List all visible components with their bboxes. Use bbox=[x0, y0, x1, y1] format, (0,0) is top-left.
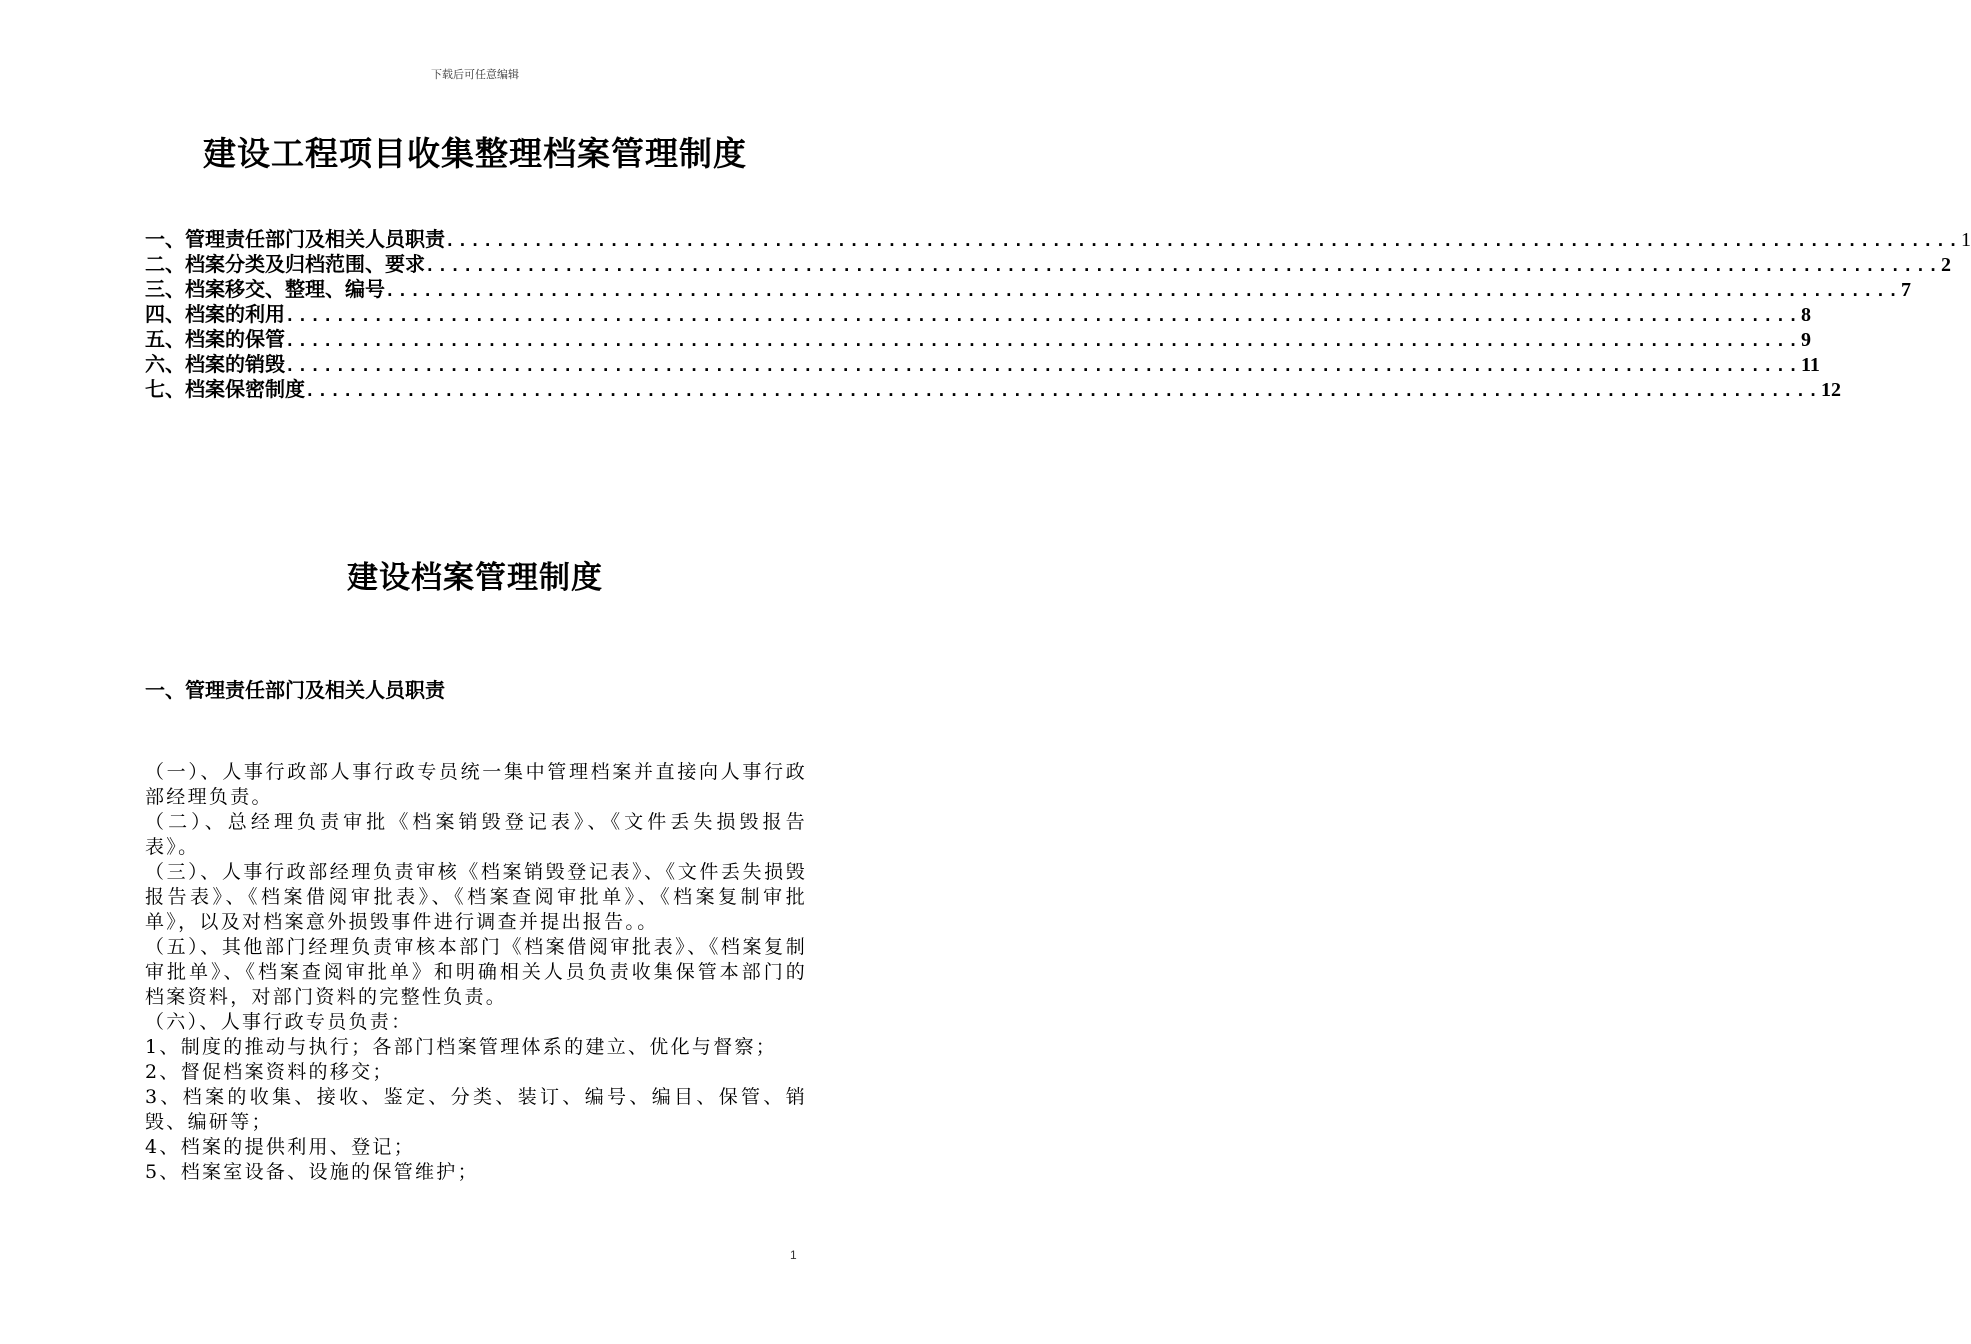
toc-item[interactable] bbox=[145, 377, 1841, 402]
toc-leader-dots: ........................................................................................................................ bbox=[285, 306, 1801, 325]
toc-item[interactable] bbox=[145, 302, 1811, 327]
toc-item[interactable] bbox=[145, 277, 1911, 302]
toc-leader-dots: ........................................................................................................................ bbox=[285, 356, 1801, 375]
body-text bbox=[145, 760, 807, 1185]
paragraph: （五）、其他部门经理负责审核本部门《档案借阅审批表》、《档案复制审批单》、《档案查阅审批单》和明确相关人员负责收集保管本部门的档案资料，对部门资料的完整性负责。 bbox=[145, 936, 807, 1008]
page-number: 1 bbox=[790, 1248, 797, 1262]
toc-leader-dots: ........................................................................................................................ bbox=[285, 331, 1801, 350]
toc-leader-dots: ........................................................................................................................ bbox=[305, 381, 1821, 400]
toc-item-page: 8 bbox=[1800, 304, 1811, 326]
table-of-contents bbox=[145, 227, 1971, 402]
paragraph: 3、档案的收集、接收、鉴定、分类、装订、编号、编目、保管、销毁、编研等； bbox=[145, 1086, 807, 1133]
toc-item-page: 1 bbox=[1960, 229, 1971, 251]
toc-item[interactable] bbox=[145, 227, 1971, 252]
toc-item-label: 二、档案分类及归档范围、要求 bbox=[145, 252, 425, 276]
toc-item-label: 七、档案保密制度 bbox=[145, 377, 305, 401]
paragraph: 4、档案的提供利用、登记； bbox=[145, 1136, 415, 1158]
section-heading: 一、管理责任部门及相关人员职责 bbox=[145, 678, 445, 702]
paragraph: （二）、总经理负责审批《档案销毁登记表》、《文件丢失损毁报告表》。 bbox=[145, 811, 807, 858]
paragraph: （一）、人事行政部人事行政专员统一集中管理档案并直接向人事行政部经理负责。 bbox=[145, 761, 807, 808]
toc-item-page: 11 bbox=[1800, 354, 1820, 376]
toc-item[interactable] bbox=[145, 352, 1820, 377]
paragraph: （三）、人事行政部经理负责审核《档案销毁登记表》、《文件丢失损毁报告表》、《档案借阅审批表》、《档案查阅审批单》、《档案复制审批单》，以及对档案意外损毁事件进行调查并提出报告。。 bbox=[145, 861, 807, 933]
paragraph: 5、档案室设备、设施的保管维护； bbox=[145, 1161, 479, 1183]
main-title: 建设工程项目收集整理档案管理制度 bbox=[203, 134, 747, 173]
toc-item-label: 五、档案的保管 bbox=[145, 327, 285, 351]
toc-item-label: 四、档案的利用 bbox=[145, 302, 285, 326]
toc-leader-dots: ........................................................................................................................ bbox=[385, 281, 1901, 300]
header-note: 下载后可任意编辑 bbox=[431, 68, 519, 81]
toc-item[interactable] bbox=[145, 252, 1951, 277]
toc-item-page: 7 bbox=[1900, 279, 1911, 301]
toc-item-label: 六、档案的销毁 bbox=[145, 352, 285, 376]
toc-item-page: 9 bbox=[1800, 329, 1811, 351]
sub-title: 建设档案管理制度 bbox=[347, 560, 603, 596]
toc-item-page: 2 bbox=[1940, 254, 1951, 276]
toc-leader-dots: ........................................................................................................................ bbox=[425, 256, 1941, 275]
toc-leader-dots: ........................................................................................................................ bbox=[445, 231, 1961, 250]
paragraph: （六）、人事行政专员负责： bbox=[145, 1011, 413, 1033]
toc-item[interactable] bbox=[145, 327, 1811, 352]
toc-item-page: 12 bbox=[1820, 379, 1841, 401]
paragraph: 2、督促档案资料的移交； bbox=[145, 1061, 394, 1083]
toc-item-label: 一、管理责任部门及相关人员职责 bbox=[145, 227, 445, 251]
paragraph: 1、制度的推动与执行；各部门档案管理体系的建立、优化与督察； bbox=[145, 1036, 778, 1058]
toc-item-label: 三、档案移交、整理、编号 bbox=[145, 277, 385, 301]
